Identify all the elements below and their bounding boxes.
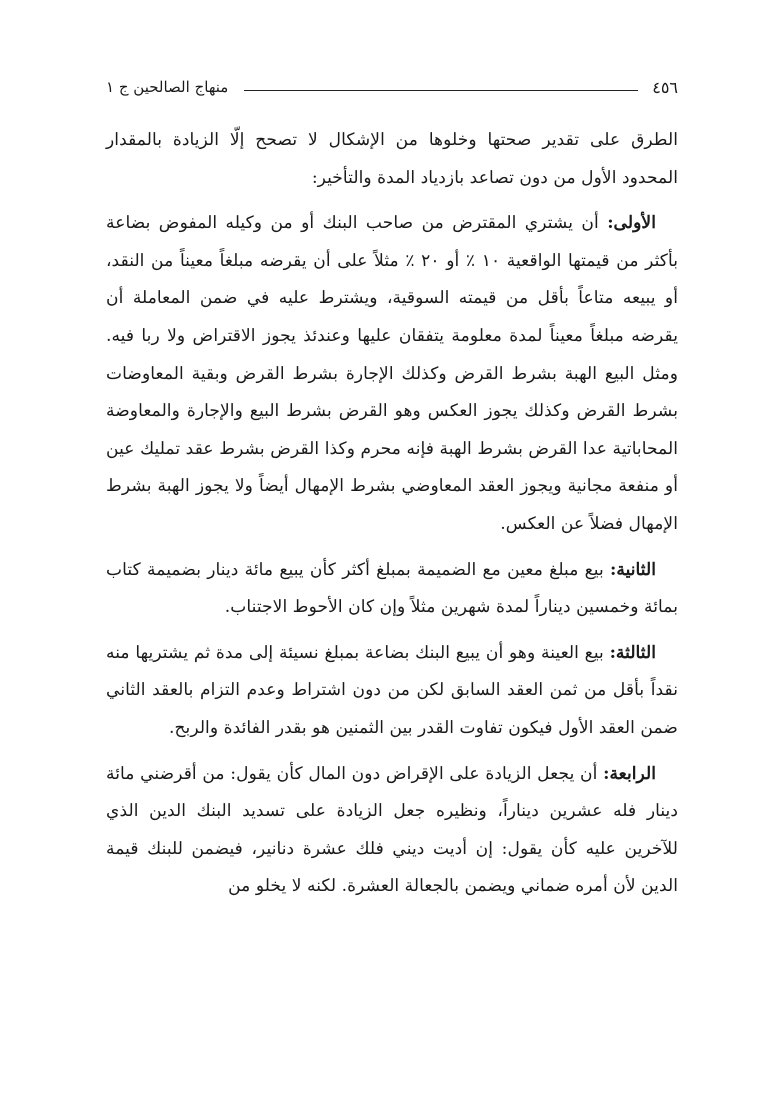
paragraph-lead: الثالثة: — [609, 642, 656, 663]
paragraph-continuation — [106, 122, 678, 197]
page-body — [106, 122, 678, 906]
paragraph-lead: الرابعة: — [603, 763, 656, 784]
paragraph-fourth-method — [106, 756, 678, 906]
header-rule — [244, 90, 638, 91]
paragraph-text: بيع مبلغ معين مع الضميمة بمبلغ أكثر كأن يبيع مائة دينار بضميمة كتاب بمائة وخمسين ديناراً لمدة شهرين مثلاً وإن كان الأحوط الاجتناب. — [106, 559, 678, 618]
paragraph-text: بيع العينة وهو أن يبيع البنك بضاعة بمبلغ نسيئة إلى مدة ثم يشتريها منه نقداً بأقل من ثمن العقد السابق لكن من دون اشتراط وعدم التزام بالعقد الثاني ضمن العقد الأول فيكون تفاوت القدر بين الثمنين هو بقدر الفائدة والربح. — [106, 642, 678, 738]
running-header — [106, 72, 678, 102]
paragraph-lead: الثانية: — [610, 559, 656, 580]
book-title: منهاج الصالحين ج ١ — [106, 78, 229, 96]
page-number: ٤٥٦ — [652, 77, 678, 97]
paragraph-text: أن يجعل الزيادة على الإقراض دون المال كأن يقول: من أقرضني مائة دينار فله عشرين ديناراً، ونظيره جعل الزيادة على تسديد البنك الدين الذي للآخرين عليه كأن يقول: إن أديت ديني فلك عشرة دنانير، فيضمن للبنك قيمة الدين لأن أمره ضماني ويضمن بالجعالة العشرة. لكنه لا يخلو من — [106, 763, 678, 897]
paragraph-first-method — [106, 205, 678, 543]
paragraph-third-method — [106, 635, 678, 748]
paragraph-text: الطرق على تقدير صحتها وخلوها من الإشكال لا تصحح إلّا الزيادة بالمقدار المحدود الأول من دون تصاعد بازدياد المدة والتأخير: — [106, 130, 678, 188]
paragraph-second-method — [106, 552, 678, 627]
paragraph-lead: الأولى: — [607, 213, 656, 234]
paragraph-text: أن يشتري المقترض من صاحب البنك أو من وكيله المفوض بضاعة بأكثر من قيمتها الواقعية ١٠ ٪ أو ٢٠ ٪ مثلاً على أن يقرضه مبلغاً معيناً من النقد، أو يبيعه متاعاً بأقل من قيمته السوقية، ويشترط عليه في ضمن المعاملة أن يقرضه مبلغاً معيناً لمدة معلومة يتفقان عليها وعندئذ يجوز الاقتراض ولا ربا فيه. ومثل البيع الهبة بشرط القرض وكذلك الإجارة بشرط القرض وبقية المعاوضات بشرط القرض وكذلك يجوز العكس وهو القرض بشرط البيع والإجارة والمعاوضة المحاباتية عدا القرض بشرط الهبة فإنه محرم وكذا القرض بشرط عقد تمليك عين أو منفعة مجانية ويجوز العقد المعاوضي بشرط الإمهال أيضاً ولا يجوز الهبة بشرط الإمهال فضلاً عن العكس. — [106, 213, 678, 534]
